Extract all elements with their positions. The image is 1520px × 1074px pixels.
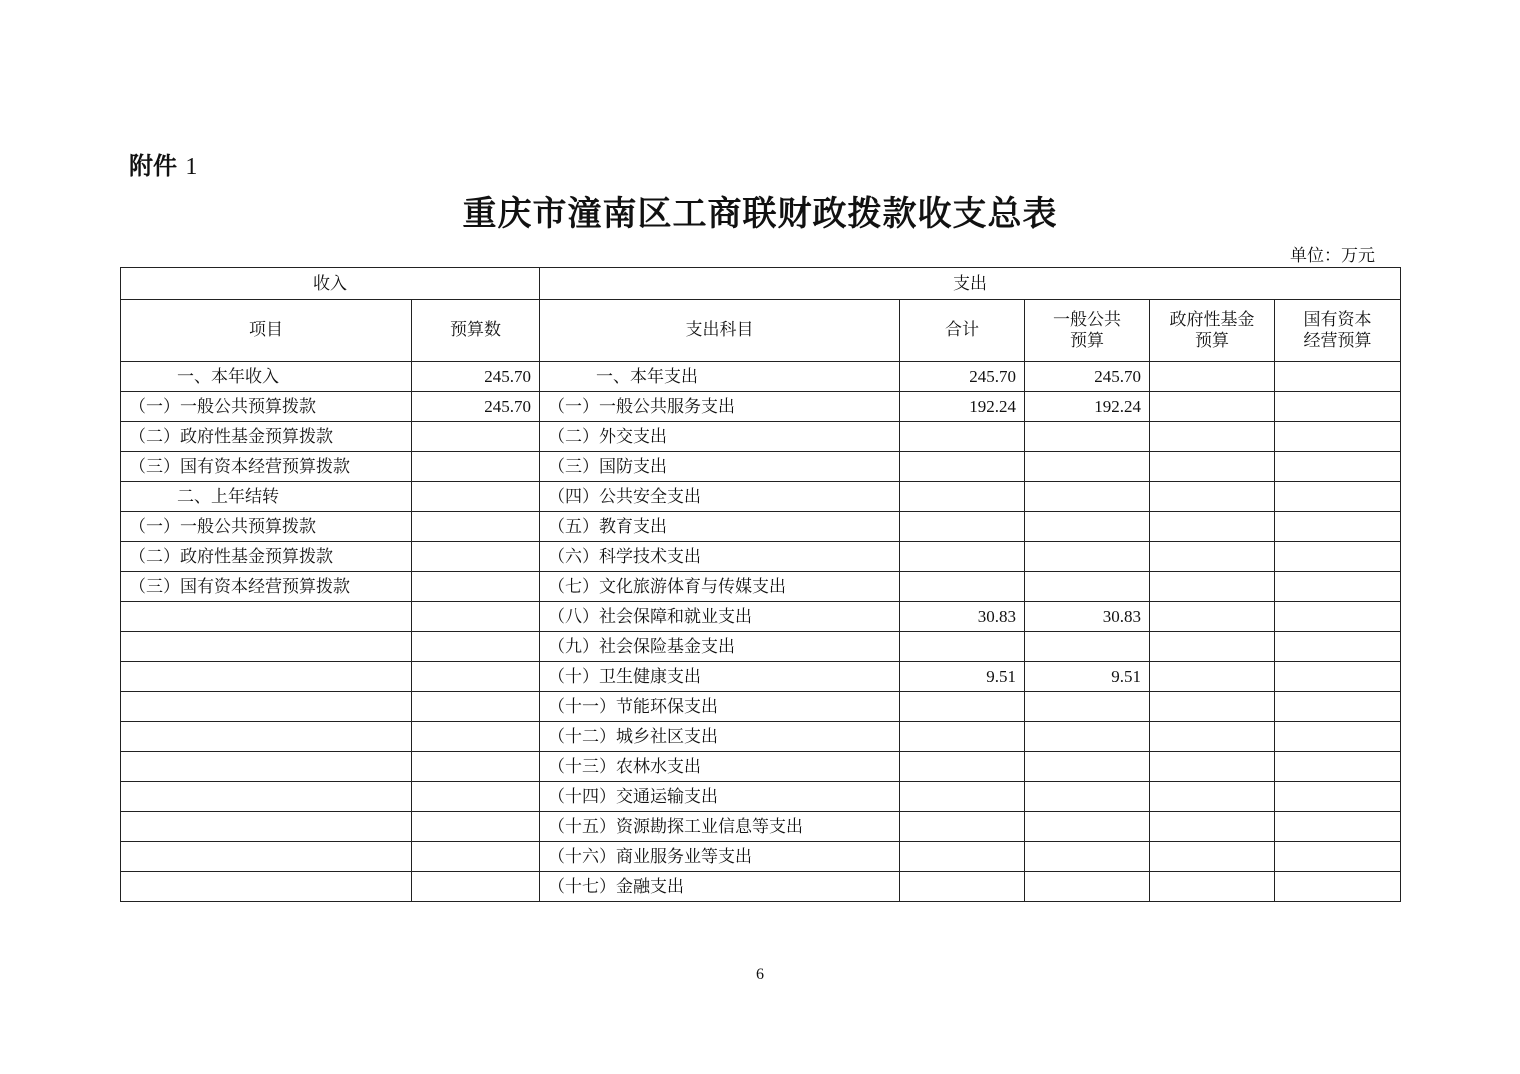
col-fund bbox=[1150, 300, 1275, 362]
income-amount bbox=[412, 422, 540, 452]
total-amount bbox=[900, 692, 1025, 722]
state-amount bbox=[1275, 872, 1401, 902]
fund-amount bbox=[1150, 422, 1275, 452]
general-amount: 30.83 bbox=[1025, 602, 1150, 632]
col-item: 项目 bbox=[121, 300, 412, 362]
income-item bbox=[121, 632, 412, 662]
table-row bbox=[121, 572, 1401, 602]
table-row bbox=[121, 422, 1401, 452]
expense-item: （十六）商业服务业等支出 bbox=[540, 842, 900, 872]
fund-amount bbox=[1150, 572, 1275, 602]
general-amount bbox=[1025, 422, 1150, 452]
state-amount bbox=[1275, 782, 1401, 812]
total-amount: 245.70 bbox=[900, 362, 1025, 392]
state-amount bbox=[1275, 602, 1401, 632]
state-amount bbox=[1275, 632, 1401, 662]
table-row bbox=[121, 812, 1401, 842]
fund-amount bbox=[1150, 842, 1275, 872]
income-item bbox=[121, 662, 412, 692]
col-expense-item: 支出科目 bbox=[540, 300, 900, 362]
table-row bbox=[121, 722, 1401, 752]
col-state bbox=[1275, 300, 1401, 362]
expense-item: （十二）城乡社区支出 bbox=[540, 722, 900, 752]
expense-item: （十）卫生健康支出 bbox=[540, 662, 900, 692]
col-general bbox=[1025, 300, 1150, 362]
table-row bbox=[121, 662, 1401, 692]
col-state-text: 国有资本经营预算 bbox=[1303, 309, 1372, 351]
income-amount bbox=[412, 632, 540, 662]
expense-item: （六）科学技术支出 bbox=[540, 542, 900, 572]
income-item: （一）一般公共预算拨款 bbox=[121, 392, 412, 422]
state-amount bbox=[1275, 362, 1401, 392]
expense-item: （十一）节能环保支出 bbox=[540, 692, 900, 722]
income-amount bbox=[412, 752, 540, 782]
income-item bbox=[121, 842, 412, 872]
expense-item: （三）国防支出 bbox=[540, 452, 900, 482]
general-amount: 9.51 bbox=[1025, 662, 1150, 692]
table-row bbox=[121, 362, 1401, 392]
state-amount bbox=[1275, 572, 1401, 602]
section-header-row bbox=[121, 268, 1401, 300]
unit-label: 单位：万元 bbox=[1290, 246, 1375, 266]
fund-amount bbox=[1150, 752, 1275, 782]
state-amount bbox=[1275, 542, 1401, 572]
expense-item: （九）社会保险基金支出 bbox=[540, 632, 900, 662]
income-amount bbox=[412, 452, 540, 482]
table-row bbox=[121, 542, 1401, 572]
income-amount bbox=[412, 782, 540, 812]
table-row bbox=[121, 602, 1401, 632]
income-item bbox=[121, 692, 412, 722]
income-item: （二）政府性基金预算拨款 bbox=[121, 422, 412, 452]
income-amount bbox=[412, 542, 540, 572]
page-title: 重庆市潼南区工商联财政拨款收支总表 bbox=[462, 194, 1058, 234]
general-amount bbox=[1025, 842, 1150, 872]
col-general-text: 一般公共预算 bbox=[1053, 309, 1121, 351]
income-amount bbox=[412, 812, 540, 842]
total-amount bbox=[900, 422, 1025, 452]
total-amount bbox=[900, 842, 1025, 872]
fund-amount bbox=[1150, 542, 1275, 572]
income-item bbox=[121, 812, 412, 842]
total-amount bbox=[900, 542, 1025, 572]
fund-amount bbox=[1150, 452, 1275, 482]
income-amount bbox=[412, 842, 540, 872]
table-row bbox=[121, 692, 1401, 722]
expense-item: （十三）农林水支出 bbox=[540, 752, 900, 782]
expense-item: （五）教育支出 bbox=[540, 512, 900, 542]
income-item bbox=[121, 782, 412, 812]
total-amount: 9.51 bbox=[900, 662, 1025, 692]
state-amount bbox=[1275, 512, 1401, 542]
total-amount bbox=[900, 752, 1025, 782]
table-row bbox=[121, 452, 1401, 482]
total-amount: 192.24 bbox=[900, 392, 1025, 422]
state-amount bbox=[1275, 452, 1401, 482]
income-amount bbox=[412, 722, 540, 752]
fund-amount bbox=[1150, 872, 1275, 902]
income-item bbox=[121, 722, 412, 752]
general-amount bbox=[1025, 752, 1150, 782]
income-item: （一）一般公共预算拨款 bbox=[121, 512, 412, 542]
general-amount bbox=[1025, 482, 1150, 512]
general-amount bbox=[1025, 872, 1150, 902]
income-amount bbox=[412, 482, 540, 512]
income-amount bbox=[412, 512, 540, 542]
expense-header: 支出 bbox=[540, 268, 1401, 300]
budget-table bbox=[120, 267, 1401, 902]
table-row bbox=[121, 872, 1401, 902]
general-amount bbox=[1025, 722, 1150, 752]
fund-amount bbox=[1150, 362, 1275, 392]
general-amount bbox=[1025, 692, 1150, 722]
col-total: 合计 bbox=[900, 300, 1025, 362]
fund-amount bbox=[1150, 632, 1275, 662]
general-amount bbox=[1025, 782, 1150, 812]
total-amount bbox=[900, 482, 1025, 512]
table-row bbox=[121, 392, 1401, 422]
general-amount bbox=[1025, 572, 1150, 602]
attachment-label bbox=[129, 146, 197, 181]
total-amount: 30.83 bbox=[900, 602, 1025, 632]
page-number: 6 bbox=[756, 966, 764, 983]
income-amount: 245.70 bbox=[412, 392, 540, 422]
table-row bbox=[121, 782, 1401, 812]
income-item: （二）政府性基金预算拨款 bbox=[121, 542, 412, 572]
expense-item: （八）社会保障和就业支出 bbox=[540, 602, 900, 632]
table-row bbox=[121, 632, 1401, 662]
state-amount bbox=[1275, 752, 1401, 782]
expense-item: （二）外交支出 bbox=[540, 422, 900, 452]
expense-item: （七）文化旅游体育与传媒支出 bbox=[540, 572, 900, 602]
income-item: 一、本年收入 bbox=[121, 362, 412, 392]
general-amount bbox=[1025, 512, 1150, 542]
table-row bbox=[121, 752, 1401, 782]
income-amount bbox=[412, 692, 540, 722]
col-budget: 预算数 bbox=[412, 300, 540, 362]
income-item: （三）国有资本经营预算拨款 bbox=[121, 452, 412, 482]
column-header-row bbox=[121, 300, 1401, 362]
general-amount: 192.24 bbox=[1025, 392, 1150, 422]
income-item bbox=[121, 752, 412, 782]
attachment-number: 1 bbox=[185, 154, 198, 180]
income-amount bbox=[412, 662, 540, 692]
attachment-text: 附件 bbox=[129, 151, 177, 180]
expense-item: （十五）资源勘探工业信息等支出 bbox=[540, 812, 900, 842]
general-amount bbox=[1025, 632, 1150, 662]
expense-item: （一）一般公共服务支出 bbox=[540, 392, 900, 422]
total-amount bbox=[900, 782, 1025, 812]
state-amount bbox=[1275, 842, 1401, 872]
general-amount bbox=[1025, 812, 1150, 842]
col-fund-text: 政府性基金预算 bbox=[1169, 309, 1255, 351]
fund-amount bbox=[1150, 812, 1275, 842]
state-amount bbox=[1275, 722, 1401, 752]
total-amount bbox=[900, 512, 1025, 542]
income-item: （三）国有资本经营预算拨款 bbox=[121, 572, 412, 602]
table-row bbox=[121, 842, 1401, 872]
expense-item: （十七）金融支出 bbox=[540, 872, 900, 902]
income-item: 二、上年结转 bbox=[121, 482, 412, 512]
fund-amount bbox=[1150, 722, 1275, 752]
table-row bbox=[121, 512, 1401, 542]
income-header: 收入 bbox=[121, 268, 540, 300]
expense-item: 一、本年支出 bbox=[540, 362, 900, 392]
total-amount bbox=[900, 812, 1025, 842]
fund-amount bbox=[1150, 782, 1275, 812]
fund-amount bbox=[1150, 392, 1275, 422]
income-item bbox=[121, 872, 412, 902]
general-amount: 245.70 bbox=[1025, 362, 1150, 392]
total-amount bbox=[900, 872, 1025, 902]
general-amount bbox=[1025, 452, 1150, 482]
state-amount bbox=[1275, 812, 1401, 842]
table-row bbox=[121, 482, 1401, 512]
expense-item: （四）公共安全支出 bbox=[540, 482, 900, 512]
income-amount: 245.70 bbox=[412, 362, 540, 392]
fund-amount bbox=[1150, 482, 1275, 512]
income-amount bbox=[412, 872, 540, 902]
total-amount bbox=[900, 452, 1025, 482]
general-amount bbox=[1025, 542, 1150, 572]
total-amount bbox=[900, 572, 1025, 602]
state-amount bbox=[1275, 482, 1401, 512]
state-amount bbox=[1275, 422, 1401, 452]
fund-amount bbox=[1150, 662, 1275, 692]
income-item bbox=[121, 602, 412, 632]
total-amount bbox=[900, 722, 1025, 752]
state-amount bbox=[1275, 692, 1401, 722]
expense-item: （十四）交通运输支出 bbox=[540, 782, 900, 812]
total-amount bbox=[900, 632, 1025, 662]
fund-amount bbox=[1150, 692, 1275, 722]
income-amount bbox=[412, 572, 540, 602]
fund-amount bbox=[1150, 512, 1275, 542]
state-amount bbox=[1275, 662, 1401, 692]
income-amount bbox=[412, 602, 540, 632]
fund-amount bbox=[1150, 602, 1275, 632]
state-amount bbox=[1275, 392, 1401, 422]
